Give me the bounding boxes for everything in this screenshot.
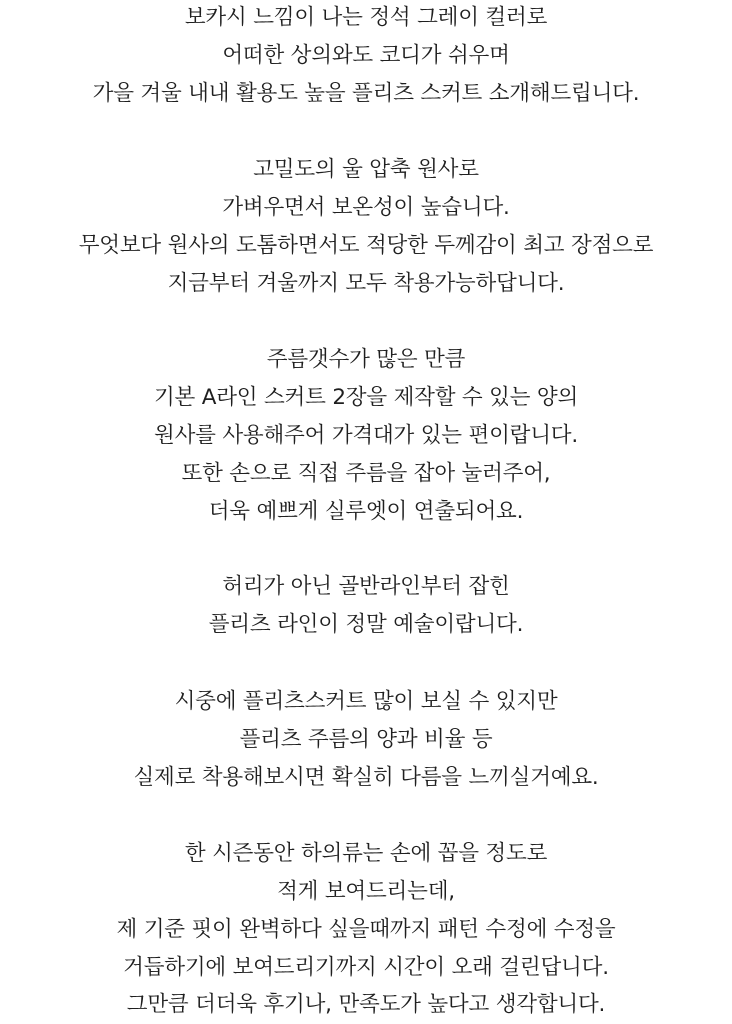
text-line: 어떠한 상의와도 코디가 쉬우며 bbox=[222, 43, 510, 68]
text-line: 기본 A라인 스커트 2장을 제작할 수 있는 양의 bbox=[153, 385, 579, 410]
text-line: 허리가 아닌 골반라인부터 잡힌 bbox=[222, 574, 510, 599]
text-line: 또한 손으로 직접 주름을 잡아 눌러주어, bbox=[181, 461, 551, 486]
text-line: 플리츠 라인이 정말 예술이랍니다. bbox=[208, 612, 524, 637]
text-line: 가벼우면서 보온성이 높습니다. bbox=[222, 195, 510, 220]
text-line: 주름갯수가 많은 만큼 bbox=[266, 347, 466, 372]
text-line: 더욱 예쁘게 실루엣이 연출되어요. bbox=[208, 499, 524, 524]
text-line: 그만큼 더더욱 후기나, 만족도가 높다고 생각합니다. bbox=[126, 992, 606, 1017]
text-line: 적게 보여드리는데, bbox=[277, 879, 455, 904]
text-line: 거듭하기에 보여드리기까지 시간이 오래 걸린답니다. bbox=[123, 955, 609, 980]
text-line: 원사를 사용해주어 가격대가 있는 편이랍니다. bbox=[154, 423, 578, 448]
text-line: 가을 겨울 내내 활용도 높을 플리츠 스커트 소개해드립니다. bbox=[92, 81, 640, 106]
text-line: 무엇보다 원사의 도톰하면서도 적당한 두께감이 최고 장점으로 bbox=[78, 233, 654, 258]
text-line: 실제로 착용해보시면 확실히 다름을 느끼실거예요. bbox=[133, 765, 599, 790]
text-line: 플리츠 주름의 양과 비율 등 bbox=[239, 727, 493, 752]
text-line: 시중에 플리츠스커트 많이 보실 수 있지만 bbox=[174, 689, 558, 714]
text-line: 제 기준 핏이 완벽하다 싶을때까지 패턴 수정에 수정을 bbox=[116, 917, 616, 942]
text-line: 한 시즌동안 하의류는 손에 꼽을 정도로 bbox=[184, 841, 548, 866]
text-line: 고밀도의 울 압축 원사로 bbox=[253, 157, 479, 182]
text-line: 보카시 느낌이 나는 정석 그레이 컬러로 bbox=[184, 5, 548, 30]
text-line: 지금부터 겨울까지 모두 착용가능하답니다. bbox=[167, 271, 565, 296]
